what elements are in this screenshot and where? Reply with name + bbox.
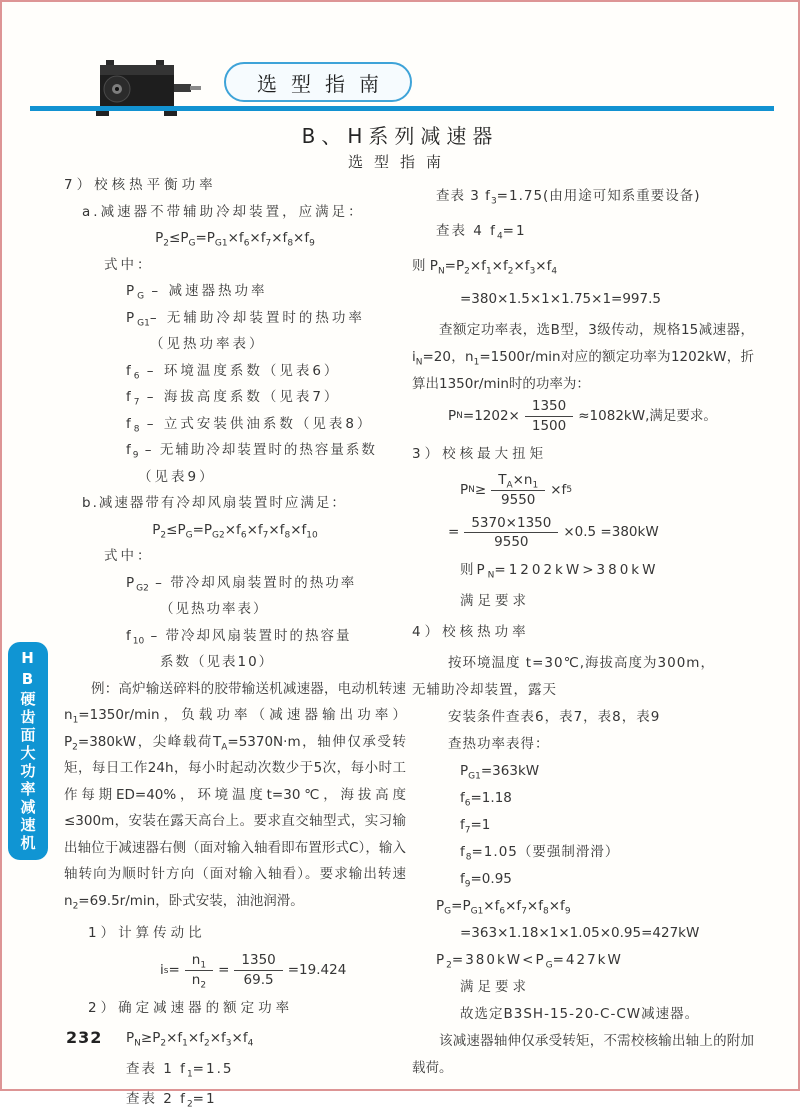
text-line: b.减速器带有冷却风扇装置时应满足： bbox=[82, 495, 347, 511]
text-line: =380×1.5×1×1.75×1=997.5 bbox=[460, 291, 661, 307]
fraction: $\frac{T_A\times n_1}{9550}$ bbox=[491, 472, 545, 509]
page-title: B、H系列减速器 bbox=[301, 124, 499, 148]
text-line: 7）校核热平衡功率 bbox=[64, 177, 217, 193]
text-line: $P_2\le P_G=P_{G2}\times f_6\times f_7\times f_8\times f_{10}$ bbox=[152, 521, 318, 541]
text-line: $P_{G1}-$ 无辅助冷却装置时的热功率 bbox=[126, 309, 365, 329]
series-side-tab bbox=[8, 642, 48, 860]
text-line: 系数（见表10） bbox=[160, 654, 275, 670]
text-line: 查表 1 $f_1=1.5$ bbox=[126, 1060, 234, 1080]
text-line: 3）校核最大扭矩 bbox=[412, 445, 548, 462]
header-divider bbox=[30, 106, 774, 111]
text-line: $P_G=P_{G1}\times f_6\times f_7\times f_8\times f_9$ bbox=[436, 898, 571, 917]
text-line: $f_6=1.18$ bbox=[460, 790, 512, 809]
section-tab-label: 选型指南 bbox=[257, 71, 393, 96]
formula-line: i s = $\frac{n_1}{n_2}$ = $\frac{1350}{69.5}$ =19.424 bbox=[160, 952, 347, 991]
text-line: 满足要求 bbox=[460, 593, 530, 610]
formula-line: P N =1202× $\frac{1350}{1500}$ ≈1082kW,满足要求。 bbox=[448, 398, 717, 434]
text-line: $P_{G1}=363kW$ bbox=[460, 763, 540, 782]
text-line: $f_7=1$ bbox=[460, 817, 491, 836]
text-line: =363×1.18×1×1.05×0.95=427kW bbox=[460, 925, 700, 942]
text-line: 式中： bbox=[104, 256, 154, 273]
text-line: $f_8$ – 立式安装供油系数（见表8） bbox=[126, 415, 374, 435]
series-side-tab-label: HB硬齿面大功率减速机 bbox=[18, 649, 37, 853]
right-column bbox=[412, 183, 754, 1082]
text-line: 该减速器轴伸仅承受转矩，不需校核输出轴上的附加载荷。 bbox=[412, 1033, 754, 1077]
text-line: （见表9） bbox=[138, 468, 216, 485]
text-line: $f_7$ – 海拔高度系数（见表7） bbox=[126, 389, 341, 408]
text-line: 满足要求 bbox=[460, 979, 530, 996]
text-line: $P_2\le P_G=P_{G1}\times f_6\times f_7\times f_8\times f_9$ bbox=[155, 230, 315, 249]
text-line: 查表 3 $f_3=1.75$(由用途可知系重要设备) bbox=[436, 188, 701, 207]
text-line: 查表 4 $f_4=1$ bbox=[436, 223, 527, 242]
text-line: （见热功率表） bbox=[150, 336, 266, 352]
text-line: 查表 2 $f_2=1$ bbox=[126, 1091, 217, 1110]
fraction: $\frac{1350}{1500}$ bbox=[525, 398, 573, 435]
page-subtitle: 选型指南 bbox=[347, 153, 452, 171]
fraction: $\frac{1350}{69.5}$ bbox=[234, 952, 282, 989]
formula-line: = $\frac{5370\times 1350}{9550}$ ×0.5 =380kW bbox=[448, 514, 659, 551]
text-line: a.减速器不带辅助冷却装置，应满足： bbox=[82, 203, 365, 220]
text-line: 查热功率表得： bbox=[448, 736, 550, 753]
text-line: $P_G$ – 减速器热功率 bbox=[126, 283, 268, 302]
text-line: 故选定B3SH-15-20-C-CW减速器。 bbox=[460, 1006, 700, 1023]
text-line: 查额定功率表，选B型，3级传动，规格15减速器，$i_N=20$，$n_1=1500r/\min$对应的额定功率为1202kW，折算出1350r/min时的功率为： bbox=[412, 322, 755, 392]
text-line: 2）确定减速器的额定功率 bbox=[88, 999, 294, 1016]
text-line: $f_9$ – 无辅助冷却装置时的热容量系数 bbox=[126, 442, 377, 461]
text-line: $P_2=380kW<P_G=427kW$ bbox=[436, 952, 623, 971]
text-line: $f_{10}$ – 带冷却风扇装置时的热容量 bbox=[126, 627, 352, 647]
fraction: $\frac{n_1}{n_2}$ bbox=[185, 952, 213, 989]
text-line: 4）校核热功率 bbox=[412, 624, 530, 641]
text-line: 式中： bbox=[104, 548, 154, 564]
page-number: 232 bbox=[66, 1028, 103, 1047]
text-line: $f_8=1.05$（要强制滑滑） bbox=[460, 844, 620, 863]
text-line: 按环境温度 t=30℃,海拔高度为300m， bbox=[448, 655, 715, 672]
fraction: $\frac{5370\times 1350}{9550}$ bbox=[464, 515, 558, 552]
text-line: 则$P_N=1202kW>380kW$ bbox=[460, 562, 659, 581]
left-column bbox=[64, 172, 406, 1113]
formula-line: P N ≥ $\frac{T_A\times n_1}{9550}$ ×f 5 bbox=[460, 471, 573, 508]
text-line: 例：高炉输送碎料的胶带输送机减速器，电动机转速$n_1=1350r/\min$，负载功率（减速器输出功率）$P_2=380kW$，尖峰载荷$T_A=5370N\cdot m$，轴伸仅承受转矩，每日工作24h，每小时起动次数少于5次，每小时工作每期ED=40%，环境温度t=30℃，海拔高度≤300m，安装在露天高台上。要求直交轴型式，实习输出轴位于减速器右侧（面对输入轴看即布置形式C），输入轴转向为顺时针方向（面对输入轴看）。要求输出转速$n_2=69.5r/\min$，卧式安装，油池润滑。 bbox=[64, 680, 406, 912]
text-line: 无辅助冷却装置，露天 bbox=[412, 682, 557, 699]
text-line: 1）计算传动比 bbox=[88, 925, 206, 941]
text-line: $f_9=0.95$ bbox=[460, 871, 512, 890]
text-line: $P_N\ge P_2\times f_1\times f_2\times f_3\times f_4$ bbox=[126, 1030, 254, 1049]
text-line: $P_{G2}$ – 带冷却风扇装置时的热功率 bbox=[126, 574, 357, 594]
text-line: 则 $P_N=P_2\times f_1\times f_2\times f_3\times f_4$ bbox=[412, 258, 558, 277]
text-line: $f_6$ – 环境温度系数（见表6） bbox=[126, 362, 341, 382]
text-line: （见热功率表） bbox=[160, 601, 269, 617]
text-line: 安装条件查表6，表7，表8，表9 bbox=[448, 709, 661, 726]
section-tab bbox=[224, 62, 412, 102]
